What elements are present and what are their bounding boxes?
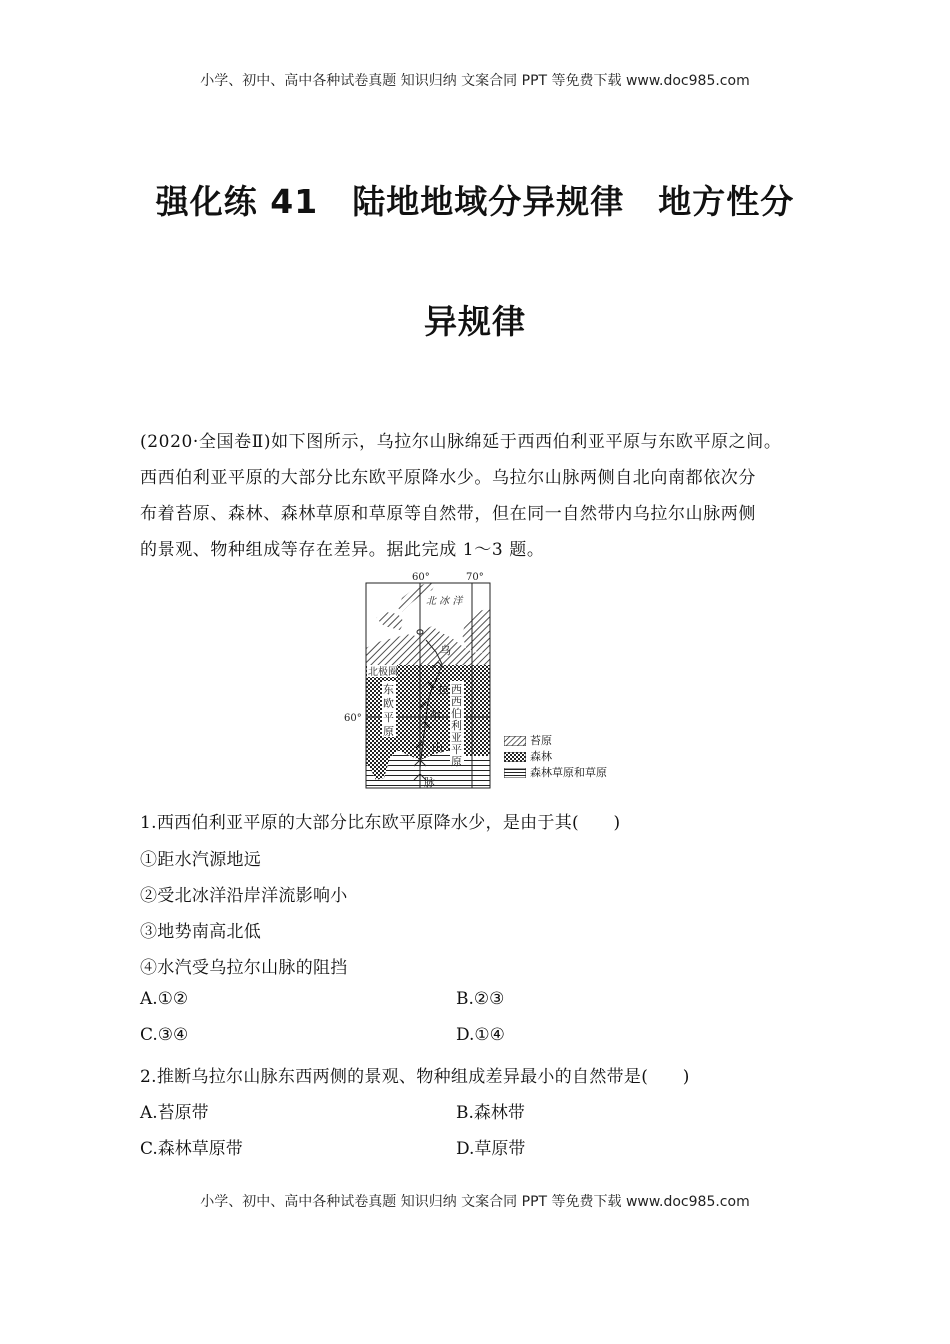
question-1-item: ④水汽受乌拉尔山脉的阻挡	[140, 958, 348, 978]
arctic-circle-label: 北极圈	[368, 667, 398, 678]
question-1-stem: 1.西西伯利亚平原的大部分比东欧平原降水少，是由于其( )	[140, 813, 621, 833]
svg-text:脉: 脉	[424, 776, 435, 789]
legend-item-forest	[504, 749, 607, 765]
question-2-stem: 2.推断乌拉尔山脉东西两侧的景观、物种组成差异最小的自然带是( )	[140, 1067, 690, 1087]
svg-text:拉: 拉	[438, 683, 449, 696]
svg-text:亚: 亚	[451, 731, 462, 744]
svg-text:欧: 欧	[383, 697, 394, 710]
legend-item-tundra	[504, 733, 607, 749]
intro-line: (2020·全国卷Ⅱ)如下图所示，乌拉尔山脉绵延于西西伯利亚平原与东欧平原之间。	[140, 432, 782, 452]
svg-text:西: 西	[451, 695, 462, 708]
question-2-option-b[interactable]: B.森林带	[456, 1103, 525, 1123]
question-1-option-a[interactable]: A.①②	[140, 989, 189, 1009]
question-2-option-a[interactable]: A.苔原带	[140, 1103, 209, 1123]
svg-text:伯: 伯	[451, 707, 462, 720]
svg-text:尔: 尔	[430, 709, 441, 722]
question-1-option-d[interactable]: D.①④	[456, 1025, 505, 1045]
legend-item-grassland	[504, 765, 607, 781]
question-2-option-d[interactable]: D.草原带	[456, 1139, 526, 1159]
latitude-label-60: 60°	[344, 713, 362, 724]
question-1-option-c[interactable]: C.③④	[140, 1025, 189, 1045]
intro-line: 布着苔原、森林、森林草原和草原等自然带，但在同一自然带内乌拉尔山脉两侧	[140, 504, 756, 524]
svg-text:利: 利	[451, 719, 462, 732]
page-title-line-1: 强化练 41 陆地地域分异规律 地方性分	[155, 182, 795, 221]
question-1-item: ①距水汽源地远	[140, 850, 262, 870]
question-1-option-b[interactable]: B.②③	[456, 989, 505, 1009]
question-1-item: ③地势南高北低	[140, 922, 262, 942]
intro-paragraph	[140, 424, 840, 568]
longitude-label-60: 60°	[412, 572, 430, 583]
east-plain-label: 东	[383, 683, 394, 696]
legend-label: 森林	[530, 750, 552, 763]
page-title-line-2: 异规律	[424, 302, 526, 341]
intro-line: 西西伯利亚平原的大部分比东欧平原降水少。乌拉尔山脉两侧自北向南都依次分	[140, 468, 756, 488]
footer-watermark: 小学、初中、高中各种试卷真题 知识归纳 文案合同 PPT 等免费下载 www.doc985.com	[200, 1194, 750, 1210]
svg-text:山: 山	[432, 741, 443, 754]
west-siberia-label: 西	[451, 683, 462, 696]
legend-label: 苔原	[530, 734, 552, 747]
svg-text:平: 平	[383, 711, 394, 724]
longitude-label-70: 70°	[466, 572, 484, 583]
ocean-label: 北 冰 洋	[426, 596, 463, 607]
svg-text:原: 原	[451, 755, 462, 768]
ural-label: 乌	[440, 644, 451, 657]
header-watermark: 小学、初中、高中各种试卷真题 知识归纳 文案合同 PPT 等免费下载 www.doc985.com	[200, 73, 750, 89]
svg-text:原: 原	[383, 725, 394, 738]
question-1-item: ②受北冰洋沿岸洋流影响小	[140, 886, 348, 906]
intro-line: 的景观、物种组成等存在差异。据此完成 1～3 题。	[140, 540, 545, 560]
question-2-option-c[interactable]: C.森林草原带	[140, 1139, 243, 1159]
map-legend	[504, 733, 607, 781]
svg-text:平: 平	[451, 743, 462, 756]
legend-label: 森林草原和草原	[530, 766, 607, 779]
